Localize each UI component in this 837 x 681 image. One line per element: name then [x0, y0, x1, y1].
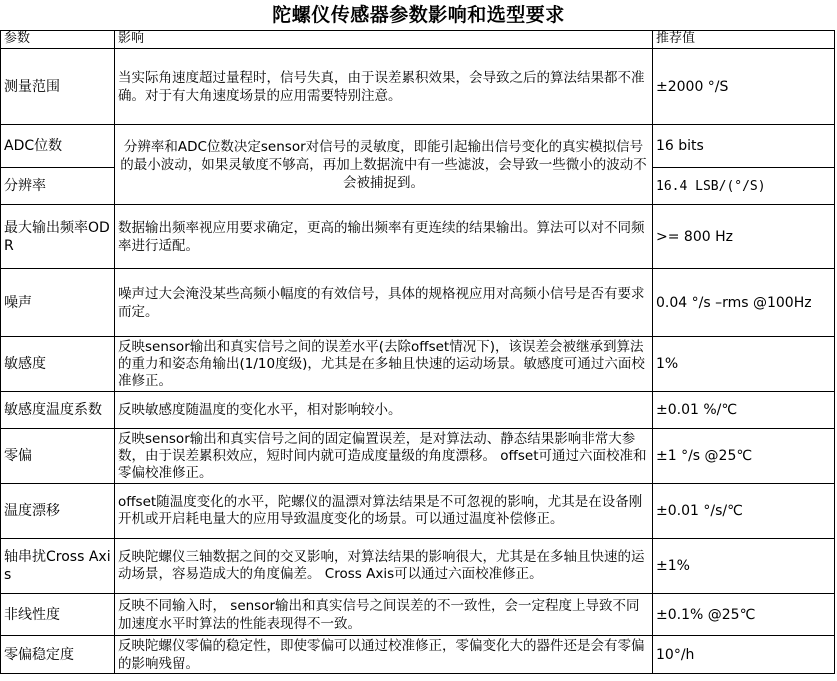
- recommended-cell[interactable]: 1%: [653, 337, 835, 392]
- effect-cell[interactable]: 当实际角速度超过量程时，信号失真，由于误差累积效果，会导致之后的算法结果都不准确。对于有大角速度场景的应用需要特别注意。: [115, 49, 653, 125]
- table-row: [1, 337, 835, 392]
- param-cell[interactable]: ADC位数: [1, 125, 115, 168]
- table-row: [1, 429, 835, 484]
- table-row: [1, 636, 835, 674]
- param-cell[interactable]: 噪声: [1, 269, 115, 337]
- effect-cell[interactable]: 噪声过大会淹没某些高频小幅度的有效信号，具体的规格视应用对高频小信号是否有要求而定。: [115, 269, 653, 337]
- table-row: [1, 594, 835, 636]
- header-cell-recommended[interactable]: 推荐值: [653, 31, 835, 49]
- header-cell-param[interactable]: 参数: [1, 31, 115, 49]
- table-row: [1, 269, 835, 337]
- param-cell[interactable]: 测量范围: [1, 49, 115, 125]
- effect-cell[interactable]: 反映sensor输出和真实信号之间的误差水平(去除offset情况下)，该误差会被继承到算法的重力和姿态角输出(1/10度级)，尤其是在多轴且快速的运动场景。敏感度可通过六面校准修正。: [115, 337, 653, 392]
- param-cell[interactable]: 零偏稳定度: [1, 636, 115, 674]
- table-row: [1, 205, 835, 269]
- table-title: 陀螺仪传感器参数影响和选型要求: [272, 4, 565, 26]
- effect-cell[interactable]: 反映陀螺仪零偏的稳定性，即使零偏可以通过校准修正，零偏变化大的器件还是会有零偏的影响残留。: [115, 636, 653, 674]
- effect-cell[interactable]: 反映sensor输出和真实信号之间的固定偏置误差，是对算法动、静态结果影响非常大参数，由于误差累积效应，短时间内就可造成度量级的角度漂移。 offset可通过六面校准和零偏校准修正。: [115, 429, 653, 484]
- gyro-parameter-table: [0, 30, 835, 674]
- recommended-cell[interactable]: 10°/h: [653, 636, 835, 674]
- effect-cell[interactable]: 反映不同输入时， sensor输出和真实信号之间误差的不一致性，会一定程度上导致不同加速度水平时算法的性能表现得不一致。: [115, 594, 653, 636]
- param-cell[interactable]: 零偏: [1, 429, 115, 484]
- recommended-cell[interactable]: ±0.01 °/s/℃: [653, 484, 835, 539]
- param-cell[interactable]: 最大输出频率ODR: [1, 205, 115, 269]
- recommended-cell[interactable]: ±1%: [653, 539, 835, 594]
- table-row: [1, 125, 835, 168]
- recommended-cell[interactable]: ±0.1% @25℃: [653, 594, 835, 636]
- effect-cell-merged[interactable]: 分辨率和ADC位数决定sensor对信号的灵敏度，即能引起输出信号变化的真实模拟信号的最小波动，如果灵敏度不够高，再加上数据流中有一些滤波，会导致一些微小的波动不会被捕捉到。: [115, 125, 653, 205]
- table-row: [1, 539, 835, 594]
- table-row: [1, 49, 835, 125]
- param-cell[interactable]: 分辨率: [1, 168, 115, 205]
- param-cell[interactable]: 温度漂移: [1, 484, 115, 539]
- recommended-cell[interactable]: >= 800 Hz: [653, 205, 835, 269]
- recommended-cell[interactable]: 16.4 LSB/(°/S): [653, 168, 835, 205]
- recommended-cell[interactable]: 16 bits: [653, 125, 835, 168]
- recommended-cell[interactable]: ±1 °/s @25℃: [653, 429, 835, 484]
- effect-cell[interactable]: 反映陀螺仪三轴数据之间的交叉影响，对算法结果的影响很大，尤其是在多轴且快速的运动场景，容易造成大的角度偏差。 Cross Axis可以通过六面校准修正。: [115, 539, 653, 594]
- effect-cell[interactable]: offset随温度变化的水平，陀螺仪的温漂对算法结果是不可忽视的影响，尤其是在设备刚开机或开启耗电量大的应用导致温度变化的场景。可以通过温度补偿修正。: [115, 484, 653, 539]
- header-row: [1, 31, 835, 49]
- recommended-cell[interactable]: 0.04 °/s –rms @100Hz: [653, 269, 835, 337]
- header-cell-effect[interactable]: 影响: [115, 31, 653, 49]
- param-cell[interactable]: 敏感度: [1, 337, 115, 392]
- param-cell[interactable]: 敏感度温度系数: [1, 392, 115, 429]
- effect-cell[interactable]: 反映敏感度随温度的变化水平，相对影响较小。: [115, 392, 653, 429]
- param-cell[interactable]: 非线性度: [1, 594, 115, 636]
- effect-cell[interactable]: 数据输出频率视应用要求确定，更高的输出频率有更连续的结果输出。算法可以对不同频率进行适配。: [115, 205, 653, 269]
- table-row: [1, 484, 835, 539]
- table-row: [1, 392, 835, 429]
- recommended-cell[interactable]: ±2000 °/S: [653, 49, 835, 125]
- param-cell[interactable]: 轴串扰Cross Axis: [1, 539, 115, 594]
- recommended-cell[interactable]: ±0.01 %/℃: [653, 392, 835, 429]
